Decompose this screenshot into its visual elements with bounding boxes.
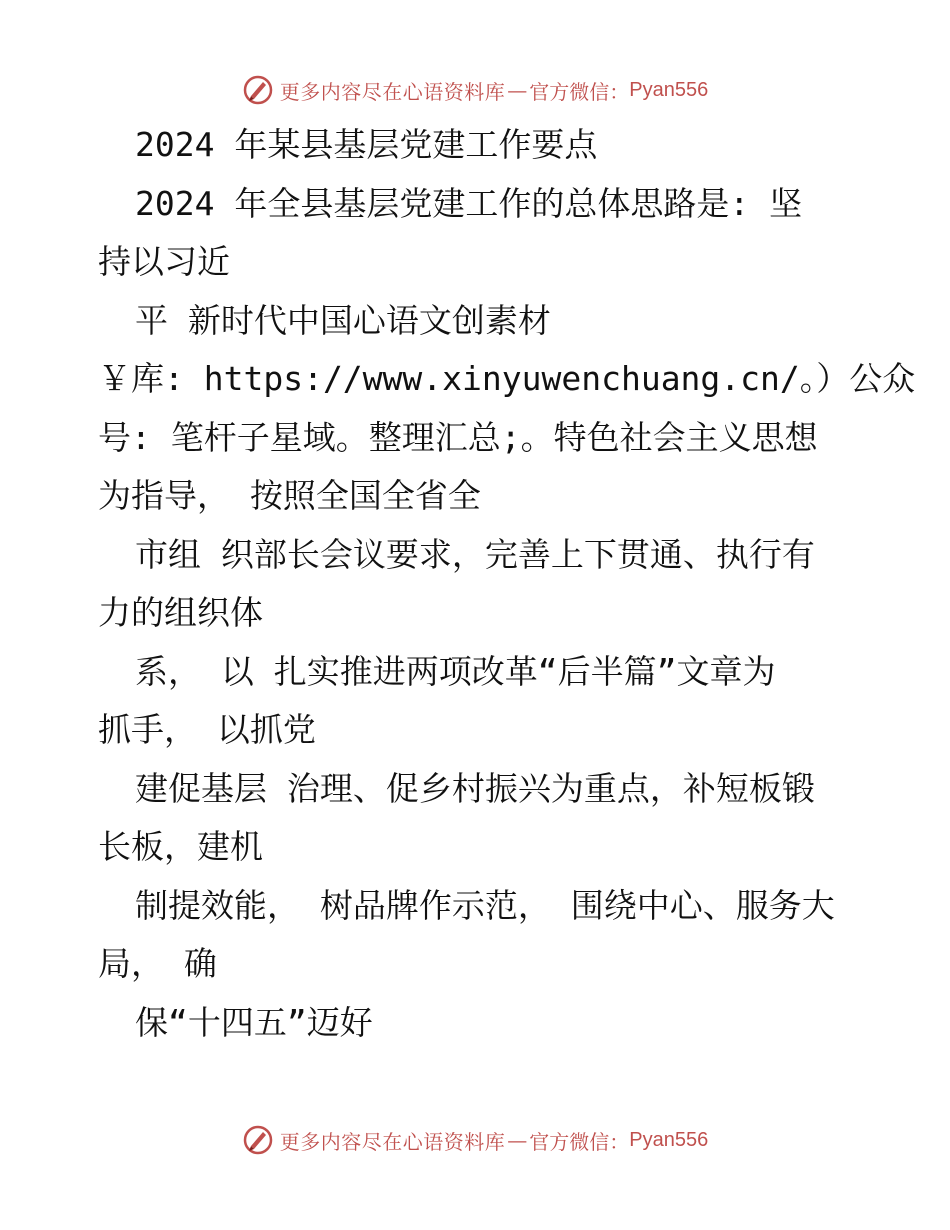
pen-logo-icon — [242, 74, 274, 106]
text-line: 建促基层 治理、促乡村振兴为重点，补短板锻 — [135, 768, 815, 808]
text-line: 局， 确 — [98, 944, 217, 983]
document-title: 2024 年某县基层党建工作要点 — [135, 125, 598, 164]
document-body — [98, 116, 916, 1052]
text-line: 持以习近 — [98, 242, 230, 281]
banner-wechat-label: 官方微信： — [529, 79, 630, 104]
text-line: 号: 笔杆子星域。整理汇总;。特色社会主义思想 — [98, 417, 818, 457]
text-line: 2024 年全县基层党建工作的总体思路是: 坚 — [135, 183, 803, 223]
text-line: 保“十四五”迈好 — [135, 1002, 373, 1042]
footer-watermark-banner — [0, 1122, 950, 1158]
header-watermark-banner — [0, 72, 950, 108]
banner-text: 更多内容尽在心语资料库 — [279, 1129, 506, 1154]
text-line: 抓手， 以抓党 — [98, 710, 316, 749]
banner-wechat-id: Pyan556 — [629, 78, 709, 101]
text-line: 市组 织部长会议要求，完善上下贯通、执行有 — [135, 534, 815, 574]
banner-separator: — — [507, 78, 528, 102]
banner-wechat-label: 官方微信： — [529, 1129, 630, 1154]
banner-separator: — — [507, 1128, 528, 1152]
text-line: 长板，建机 — [98, 827, 263, 866]
pen-logo-icon — [242, 1124, 274, 1156]
banner-text: 更多内容尽在心语资料库 — [279, 79, 506, 104]
text-line: 力的组织体 — [98, 593, 263, 632]
text-line: ￥库: https://www.xinyuwenchuang.cn/。）公众 — [98, 359, 916, 398]
text-line: 制提效能， 树品牌作示范， 围绕中心、服务大 — [135, 885, 835, 925]
text-line: 平 新时代中国心语文创素材 — [135, 300, 551, 340]
banner-wechat-id: Pyan556 — [629, 1128, 709, 1151]
text-line: 系， 以 扎实推进两项改革“后半篇”文章为 — [135, 651, 776, 691]
text-line: 为指导， 按照全国全省全 — [98, 476, 481, 515]
